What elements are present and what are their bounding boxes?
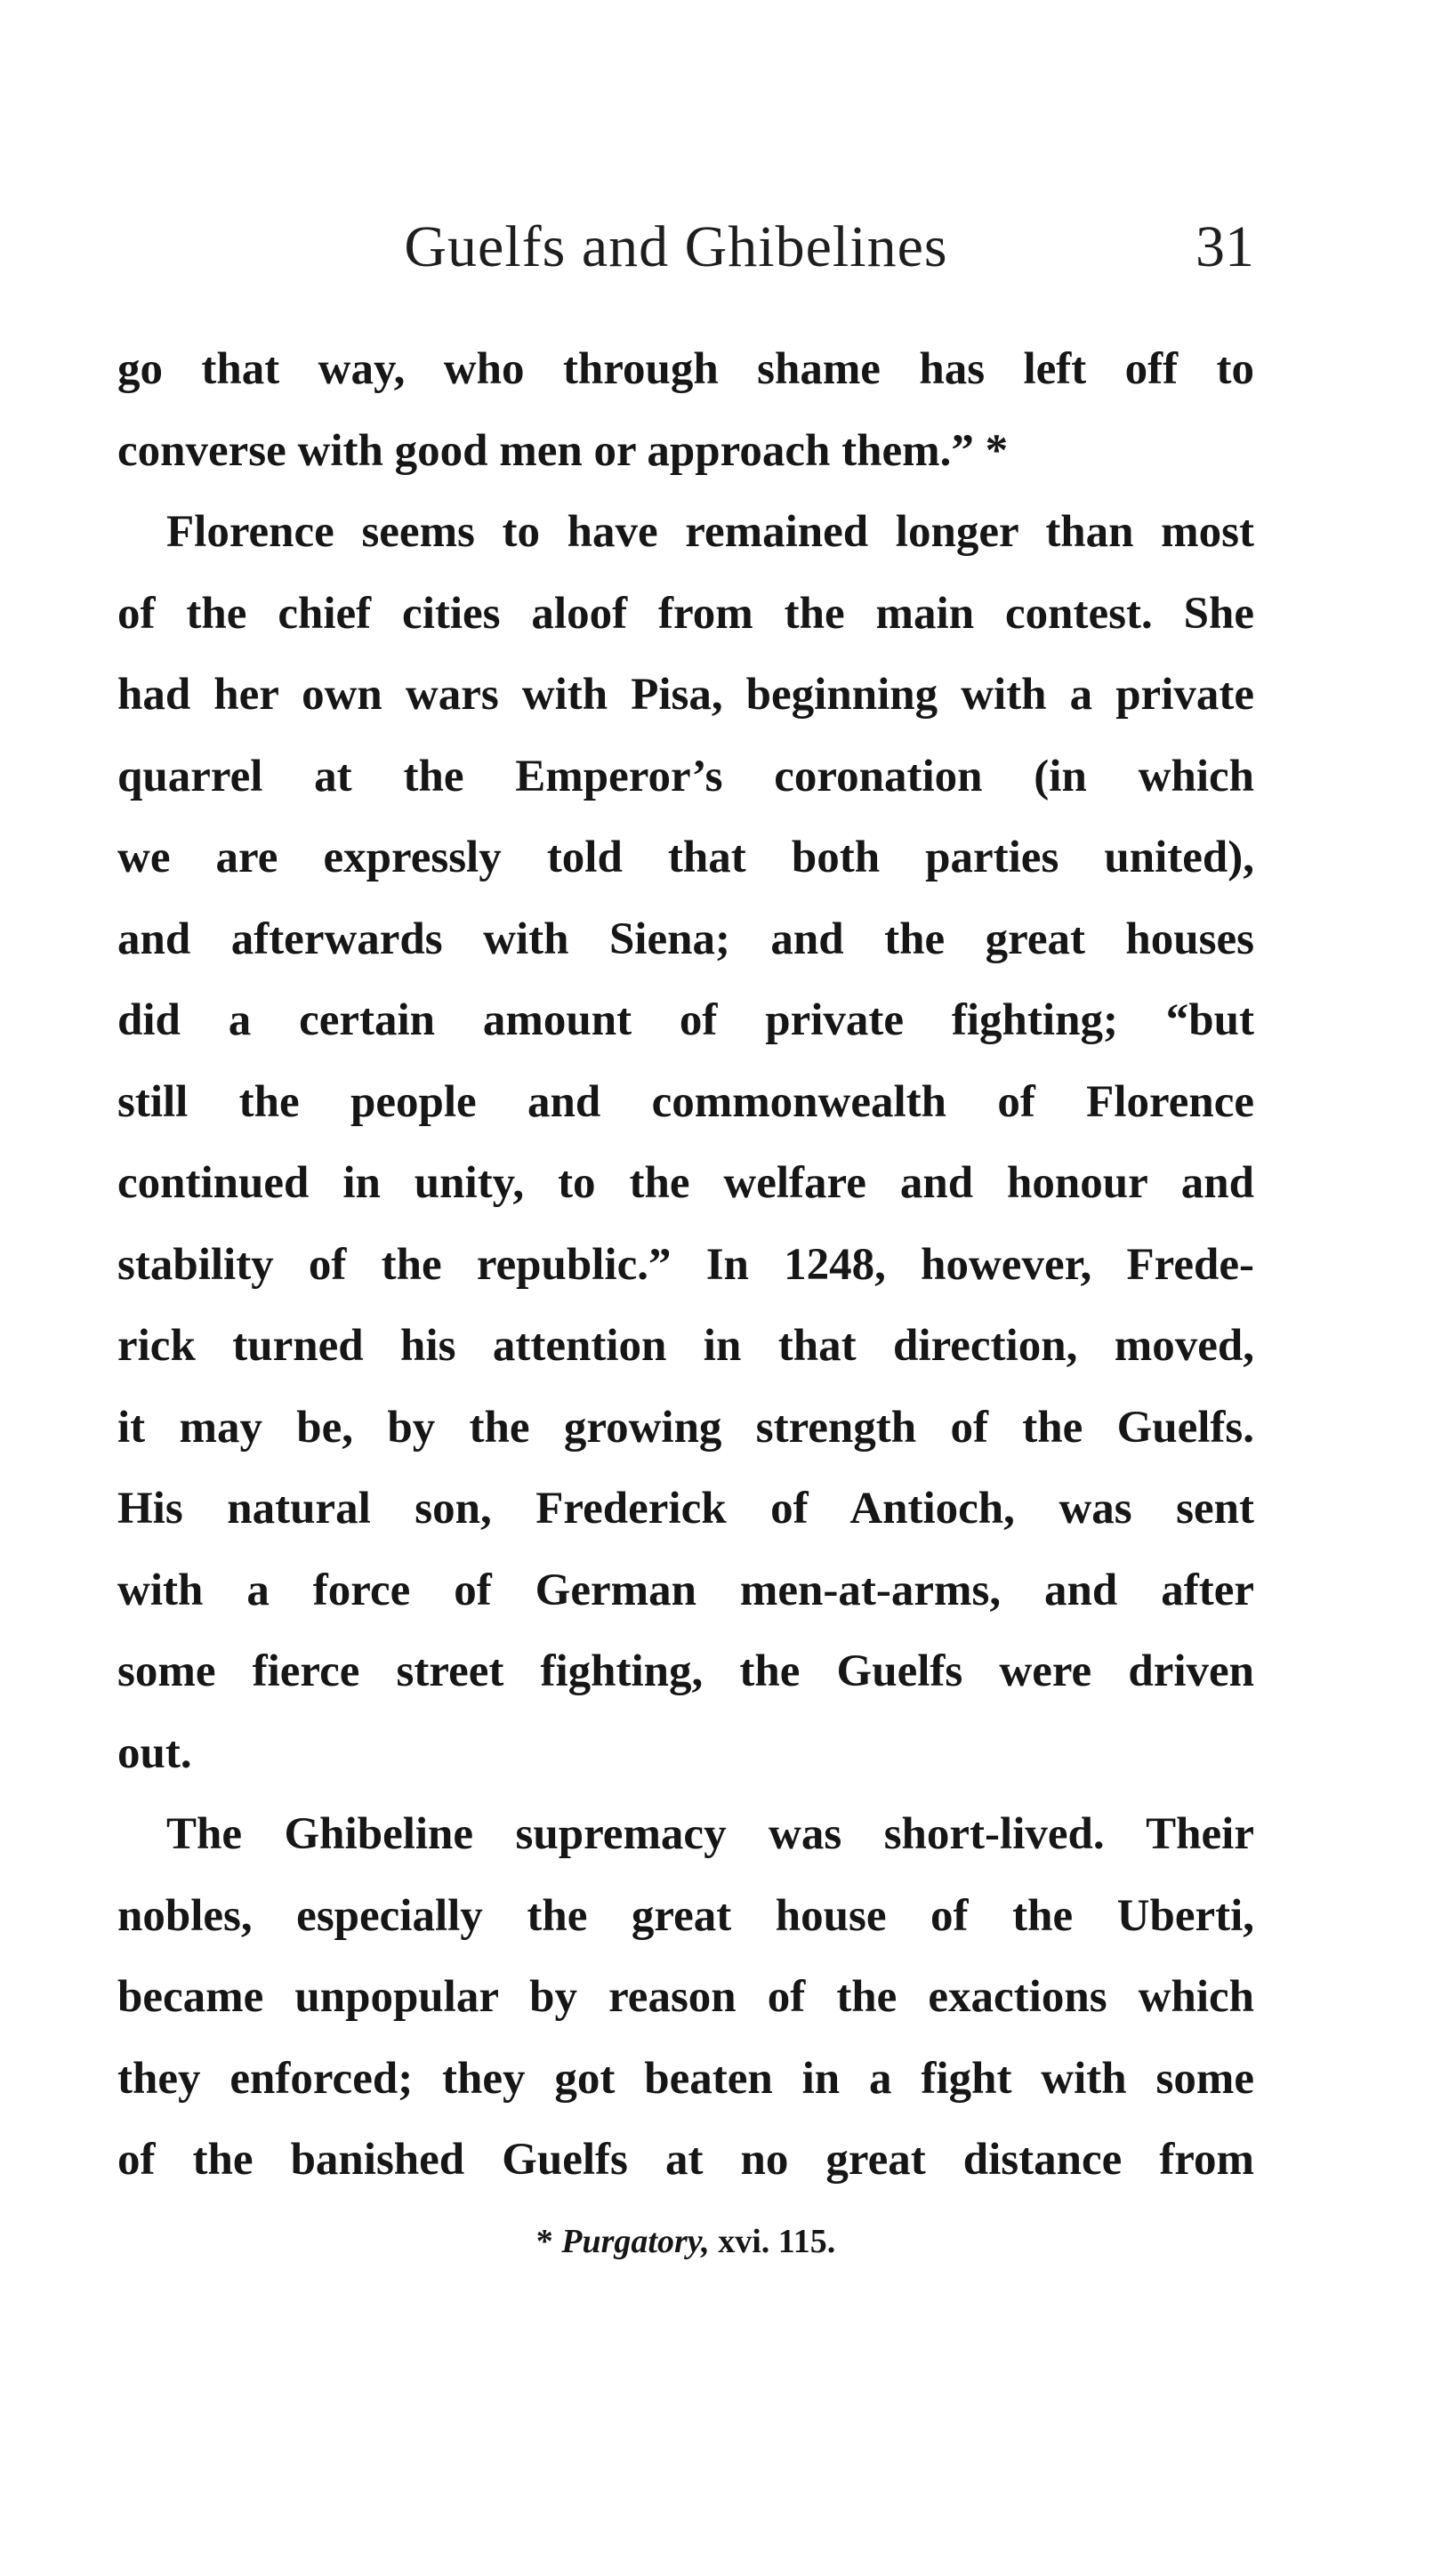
text-line: His natural son, Frederick of Antioch, was sent (117, 1484, 1254, 1534)
text-line: with a force of German men-at-arms, and after (117, 1565, 1254, 1615)
footnote-reference: xvi. 115. (718, 2223, 836, 2260)
footnote (117, 2215, 1254, 2268)
text-line: quarrel at the Emperor’s coronation (in which (117, 751, 1254, 801)
text-line: did a certain amount of private fighting; “but (117, 995, 1254, 1045)
text-line: converse with good men or approach them.” * (117, 425, 1009, 476)
paragraph-first-line: Florence seems to have remained longer than most (166, 507, 1254, 557)
text-line: go that way, who through shame has left off to (117, 344, 1254, 394)
text-line: had her own wars with Pisa, beginning with a private (117, 670, 1254, 720)
text-line: of the banished Guelfs at no great distance from (117, 2135, 1254, 2185)
running-title: Guelfs and Ghibelines (404, 214, 948, 279)
text-line: nobles, especially the great house of the Uberti, (117, 1890, 1254, 1941)
text-line: it may be, by the growing strength of the Guelfs. (117, 1402, 1254, 1453)
text-line: of the chief cities aloof from the main contest. She (117, 588, 1254, 639)
paragraph-first-line: The Ghibeline supremacy was short-lived. Their (166, 1809, 1254, 1859)
text-line: still the people and commonwealth of Florence (117, 1076, 1254, 1127)
text-line: continued in unity, to the welfare and honour and (117, 1158, 1254, 1208)
text-line: some fierce street fighting, the Guelfs were driven (117, 1646, 1254, 1696)
body-text (117, 329, 1254, 2202)
text-line: rick turned his attention in that direction, moved, (117, 1321, 1254, 1371)
text-line: stability of the republic.” In 1248, however, Frede- (117, 1239, 1254, 1290)
text-line: and afterwards with Siena; and the great houses (117, 914, 1254, 964)
text-line: out. (117, 1727, 192, 1778)
text-line: we are expressly told that both parties united), (117, 833, 1254, 882)
footnote-marker: * (535, 2223, 553, 2260)
footnote-title: Purgatory, (561, 2223, 710, 2260)
text-line: they enforced; they got beaten in a fight with some (117, 2053, 1254, 2104)
page-number: 31 (1195, 214, 1254, 279)
text-line: became unpopular by reason of the exactions which (117, 1972, 1254, 2022)
